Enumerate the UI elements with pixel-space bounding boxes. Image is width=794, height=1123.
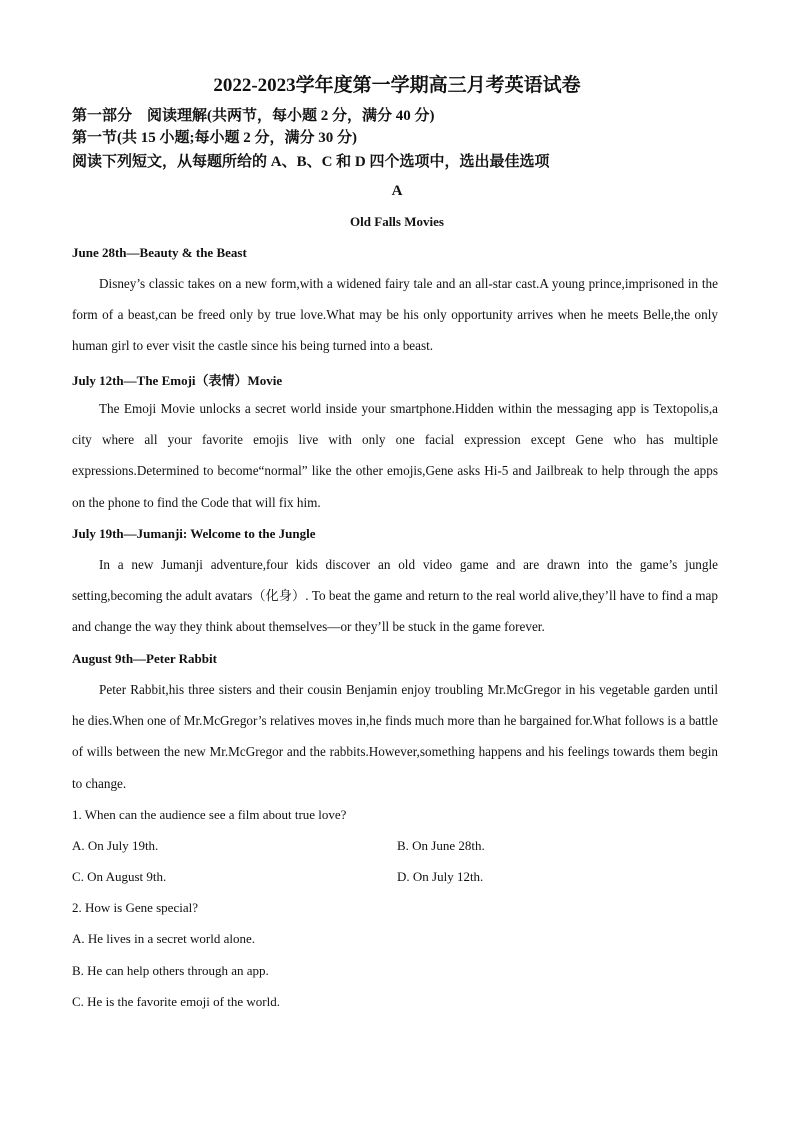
part-heading: 第一部分 阅读理解(共两节，每小题 2 分，满分 40 分): [72, 108, 435, 124]
answer-option: B. On June 28th.: [397, 838, 485, 853]
answer-option: B. He can help others through an app.: [72, 963, 269, 978]
answer-option: C. On August 9th.: [72, 869, 167, 884]
answer-option: A. On July 19th.: [72, 838, 159, 853]
movie-heading: July 12th—The Emoji（表情）Movie: [72, 373, 283, 388]
movie-description: Peter Rabbit,his three sisters and their cousin Benjamin enjoy troubling Mr.McGregor in his vegetable garden until he dies.When one of Mr.McGregor’s relatives moves in,he finds much more than he bargained for.What follows is a battle of wills between the new Mr.McGregor and the rabbits.However,something happens and his feelings towards them begin to change.: [72, 682, 718, 791]
movie-heading: July 19th—Jumanji: Welcome to the Jungle: [72, 526, 316, 541]
answer-option: A. He lives in a secret world alone.: [72, 931, 256, 946]
answer-option: C. He is the favorite emoji of the world.: [72, 994, 280, 1009]
movie-description: Disney’s classic takes on a new form,with a widened fairy tale and an all-star cast.A young prince,imprisoned in the form of a beast,can be freed only by true love.What may be his only opportunity arrives when he meets Belle,the only human girl to ever visit the castle since his being turned into a beast.: [72, 276, 718, 354]
section-heading: 第一节(共 15 小题;每小题 2 分，满分 30 分): [72, 130, 357, 146]
movie-description: In a new Jumanji adventure,four kids discover an old video game and are drawn into the game’s jungle setting,becoming the adult avatars（化身）. To beat the game and return to the real world alive,they’ll have to find a map and change the way they think about themselves—or they’ll be stuck in the game forever.: [72, 557, 718, 635]
movie-heading: August 9th—Peter Rabbit: [72, 651, 217, 666]
passage-title: Old Falls Movies: [350, 214, 444, 229]
answer-option: D. On July 12th.: [397, 869, 484, 884]
movie-heading: June 28th—Beauty & the Beast: [72, 245, 247, 260]
passage-label: A: [391, 183, 403, 199]
question-stem: 2. How is Gene special?: [72, 900, 198, 915]
movie-description: The Emoji Movie unlocks a secret world inside your smartphone.Hidden within the messaging app is Textopolis,a city where all your favorite emojis live with only one facial expression except Gene who has multiple expressions.Determined to become“normal” like the other emojis,Gene asks Hi-5 and Jailbreak to help through the apps on the phone to find the Code that will fix him.: [72, 401, 718, 510]
question-stem: 1. When can the audience see a film about true love?: [72, 807, 347, 822]
instruction: 阅读下列短文，从每题所给的 A、B、C 和 D 四个选项中，选出最佳选项: [72, 154, 550, 170]
exam-title: 2022-2023学年度第一学期高三月考英语试卷: [213, 75, 581, 96]
